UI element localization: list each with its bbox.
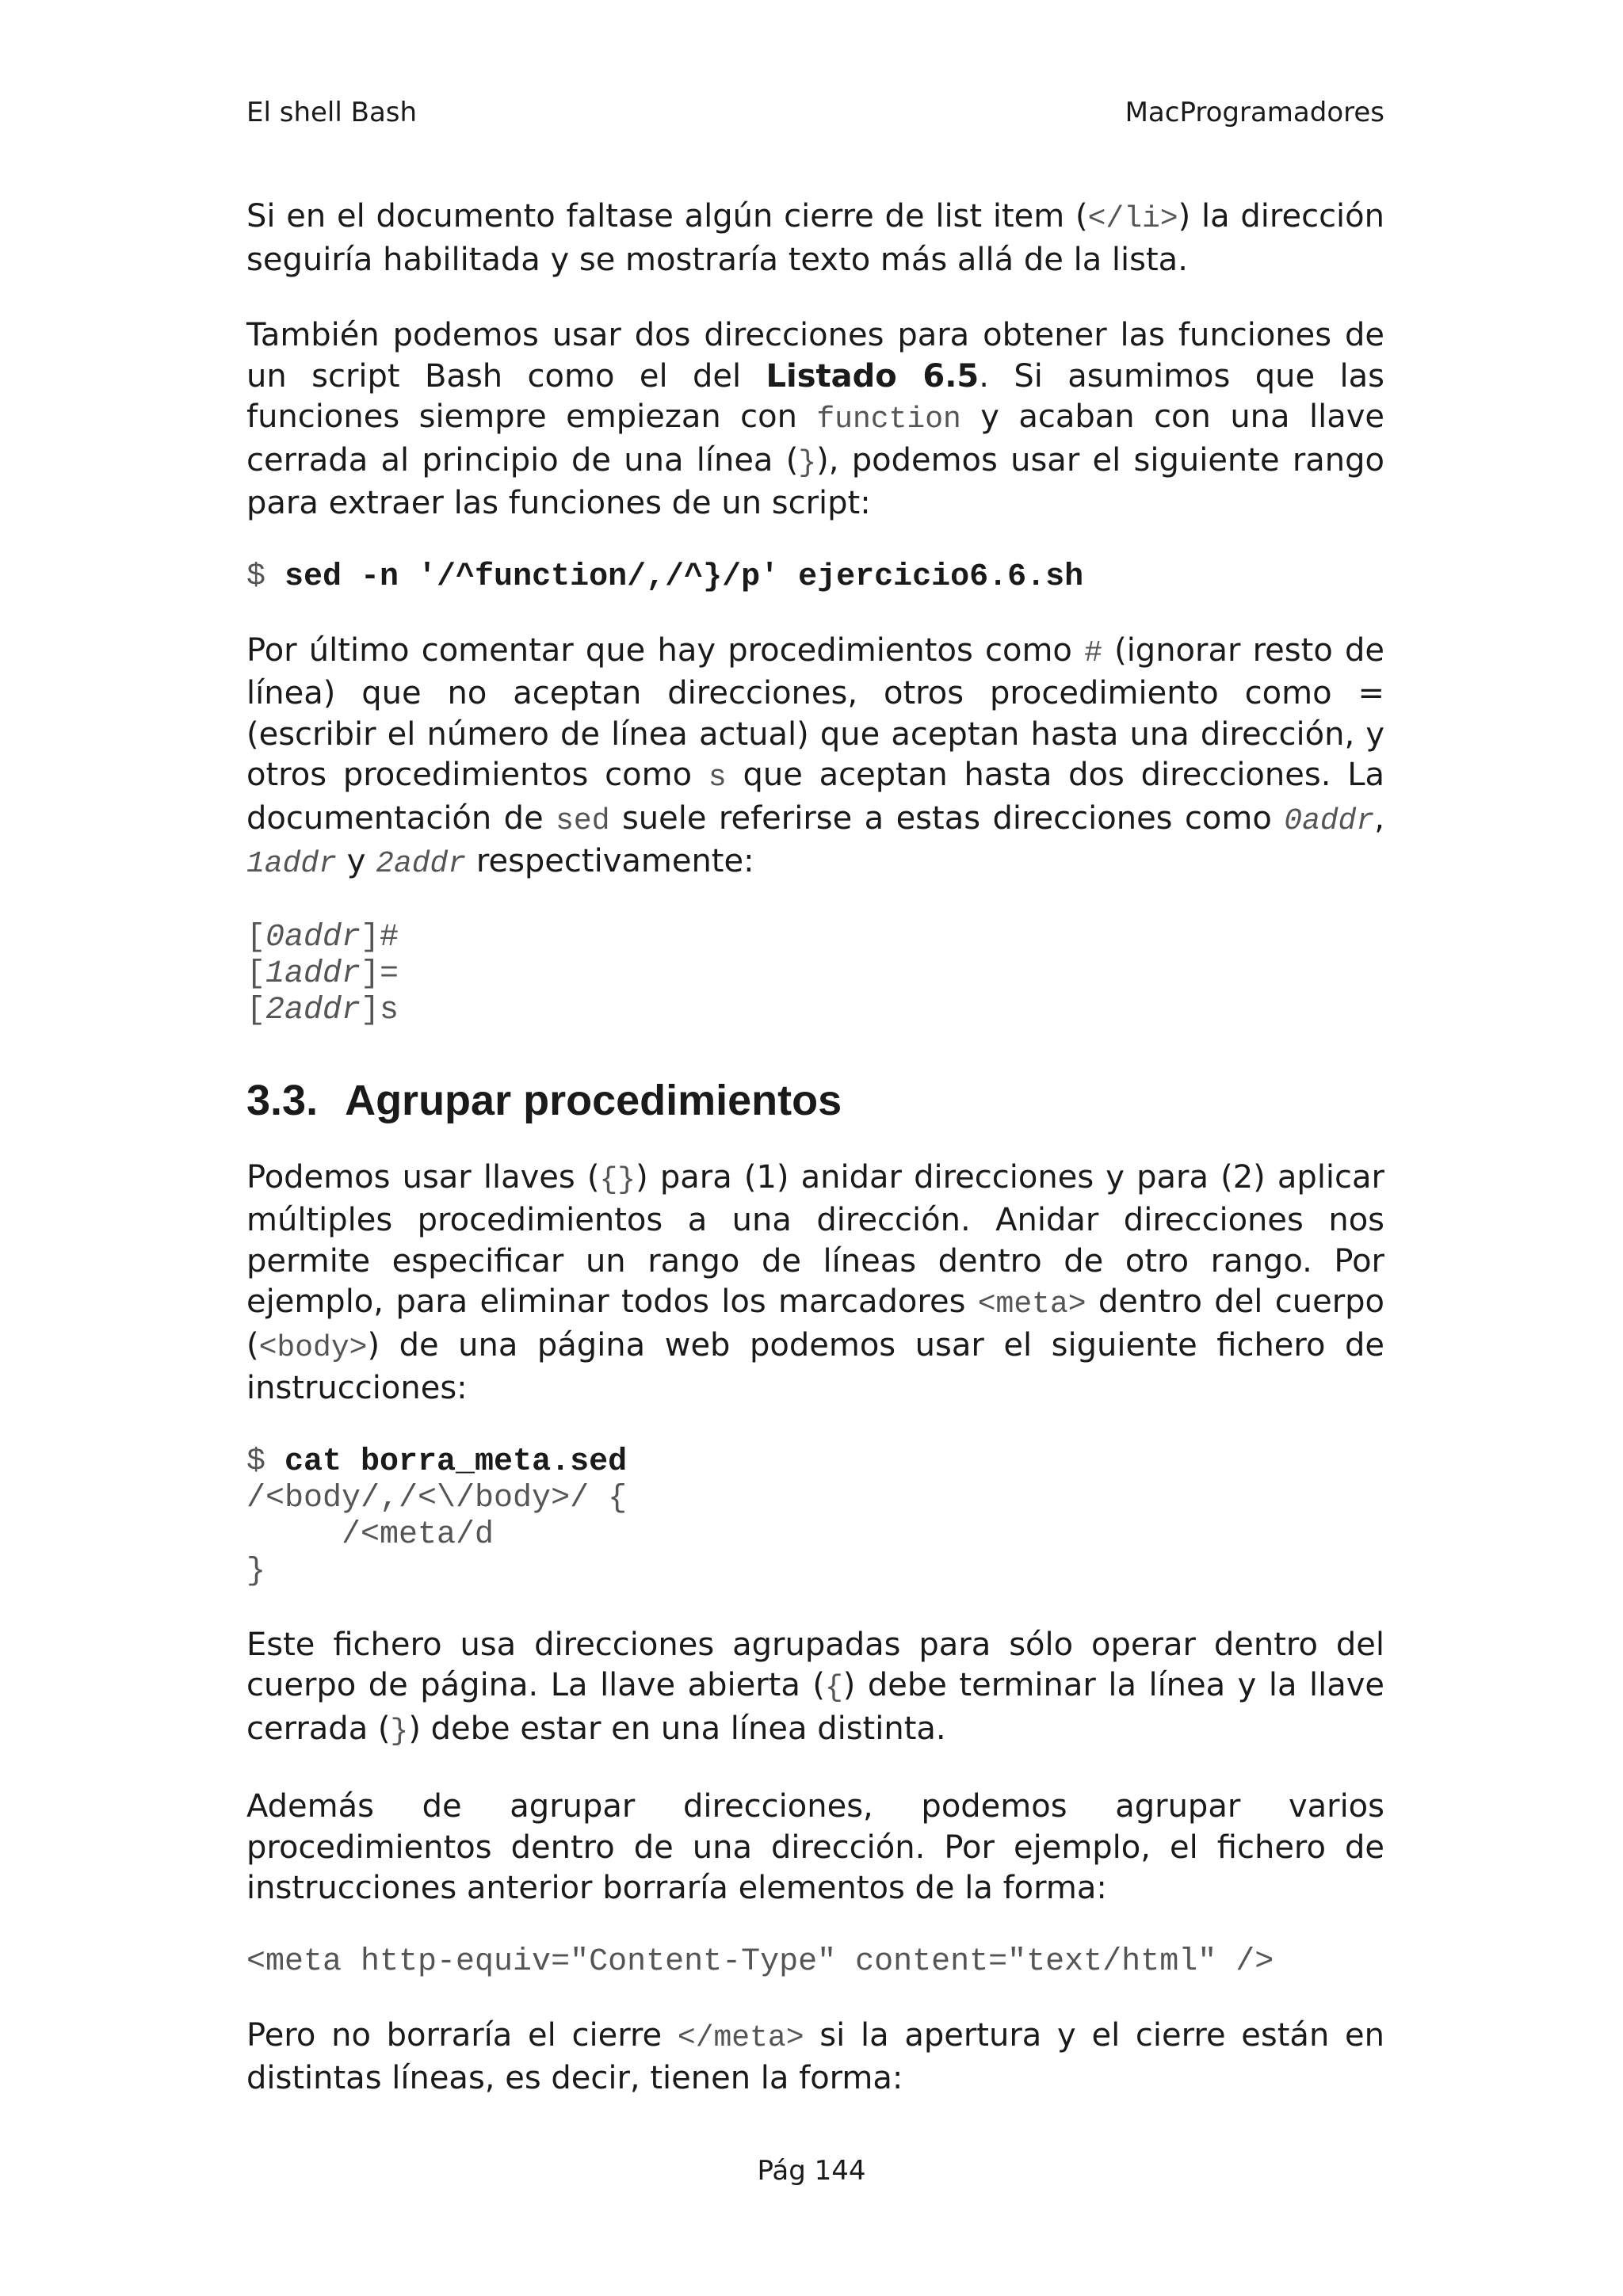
inline-code: function — [816, 402, 961, 437]
text: [ — [246, 919, 266, 955]
code-line — [246, 920, 399, 955]
text: dentro del cuerpo ( — [246, 1283, 1385, 1363]
code-block-addr-forms — [246, 920, 1384, 1029]
inline-code: <meta> — [977, 1287, 1086, 1322]
text: 0addr — [265, 919, 361, 955]
text: [ — [246, 955, 266, 992]
text: suele referirse a estas direcciones como — [609, 799, 1285, 837]
code-line: } — [246, 1553, 266, 1589]
shell-command: cat borra_meta.sed — [285, 1444, 628, 1480]
inline-code: { — [824, 1671, 843, 1705]
inline-code-italic: 2addr — [376, 847, 467, 881]
paragraph-meta-close — [246, 2016, 1384, 2100]
inline-code: # — [1084, 635, 1102, 670]
text: Podemos usar llaves ( — [246, 1158, 600, 1196]
shell-prompt: $ — [246, 559, 285, 595]
text: , — [1374, 799, 1385, 837]
text: ) debe estar en una línea distinta. — [408, 1710, 946, 1747]
listing-reference: Listado 6.5 — [766, 357, 980, 395]
inline-code: </li> — [1087, 202, 1178, 236]
text: ]= — [361, 955, 399, 992]
text: 2addr — [265, 992, 361, 1028]
code-line: /<body/,/<\/body>/ { — [246, 1480, 628, 1516]
code-block-sed-range — [246, 559, 1384, 596]
text: que aceptan hasta dos direcciones. La documentación de — [246, 757, 1385, 837]
page-content — [246, 196, 1384, 2134]
inline-code: } — [390, 1714, 409, 1749]
code-line: /<meta/d — [246, 1516, 495, 1553]
code-line — [246, 956, 399, 992]
code-line: <meta http-equiv="Content-Type" content="text/html" /> — [246, 1943, 1274, 1980]
section-number: 3.3. — [246, 1076, 319, 1124]
inline-code-italic: 0addr — [1284, 803, 1375, 838]
paragraph-addresses — [246, 631, 1384, 885]
header-book-title: El shell Bash — [246, 97, 418, 128]
text: Por último comentar que hay procedimientos como — [246, 631, 1085, 669]
paragraph-grouped — [246, 1625, 1384, 1753]
text: y acaban con una llave cerrada al principio de una línea ( — [246, 399, 1384, 479]
inline-code: <body> — [258, 1330, 368, 1365]
text: Este fichero usa direcciones agrupadas para sólo operar dentro del cuerpo de página. La llave abierta ( — [246, 1626, 1384, 1703]
inline-code: s — [708, 761, 727, 795]
text: ) debe terminar la línea y la llave cerrada ( — [246, 1667, 1384, 1747]
section-heading — [246, 1075, 1384, 1126]
text: Pero no borraría el cierre — [246, 2016, 678, 2054]
inline-code: } — [798, 445, 817, 480]
page-header — [246, 97, 1384, 128]
inline-code: {} — [599, 1162, 636, 1197]
text: ]# — [361, 919, 399, 955]
inline-code: </meta> — [677, 2020, 804, 2055]
paragraph-braces — [246, 1158, 1384, 1409]
text: Si en el documento faltase algún cierre de list item ( — [246, 198, 1088, 235]
text: si la apertura y el cierre están en distintas líneas, es decir, tienen la forma: — [246, 2016, 1385, 2096]
text: ), podemos usar el siguiente rango para extraer las funciones de un script: — [246, 441, 1384, 521]
section-title: Agrupar procedimientos — [345, 1076, 842, 1124]
page-number: Pág 144 — [757, 2155, 866, 2187]
text: ]s — [361, 992, 399, 1028]
inline-code: sed — [556, 803, 610, 838]
code-block-meta-element — [246, 1944, 1384, 1981]
code-block-borra-meta — [246, 1444, 1384, 1590]
text: ) para (1) anidar direcciones y para (2) aplicar múltiples procedimientos a una dirección. Anidar direcciones nos permite especificar un rango de líneas dentro de otro rango. Por ejemplo, para eliminar todos los marcadores — [246, 1158, 1384, 1320]
paragraph-functions — [246, 315, 1384, 524]
text: y — [337, 843, 376, 879]
shell-prompt: $ — [246, 1444, 285, 1480]
text: [ — [246, 992, 266, 1028]
paragraph-group-procedures: Además de agrupar direcciones, podemos agrupar varios procedimientos dentro de una dirección. Por ejemplo, el fichero de instrucciones anterior borraría elementos de la forma: — [246, 1788, 1384, 1906]
text: (ignorar resto de línea) que no aceptan direcciones, otros procedimiento como = (escribir el número de línea actual) que aceptan hasta una dirección, y otros procedimientos como — [246, 631, 1384, 793]
text: . Si asumimos que las funciones siempre empiezan con — [246, 357, 1384, 435]
text: También podemos usar dos direcciones para obtener las funciones de un script Bash como el del — [246, 317, 1384, 395]
text: respectivamente: — [466, 843, 754, 879]
code-line — [246, 993, 399, 1028]
page-footer — [0, 2155, 1623, 2187]
shell-command: sed -n '/^function/,/^}/p' ejercicio6.6.sh — [285, 559, 1084, 595]
inline-code-italic: 1addr — [246, 847, 338, 881]
text: ) la dirección seguiría habilitada y se mostraría texto más allá de la lista. — [246, 198, 1384, 278]
paragraph-list-item — [246, 196, 1384, 280]
text: ) de una página web podemos usar el siguiente fichero de instrucciones: — [246, 1326, 1384, 1406]
header-site-name: MacProgramadores — [1125, 97, 1384, 128]
text: 1addr — [265, 955, 361, 992]
